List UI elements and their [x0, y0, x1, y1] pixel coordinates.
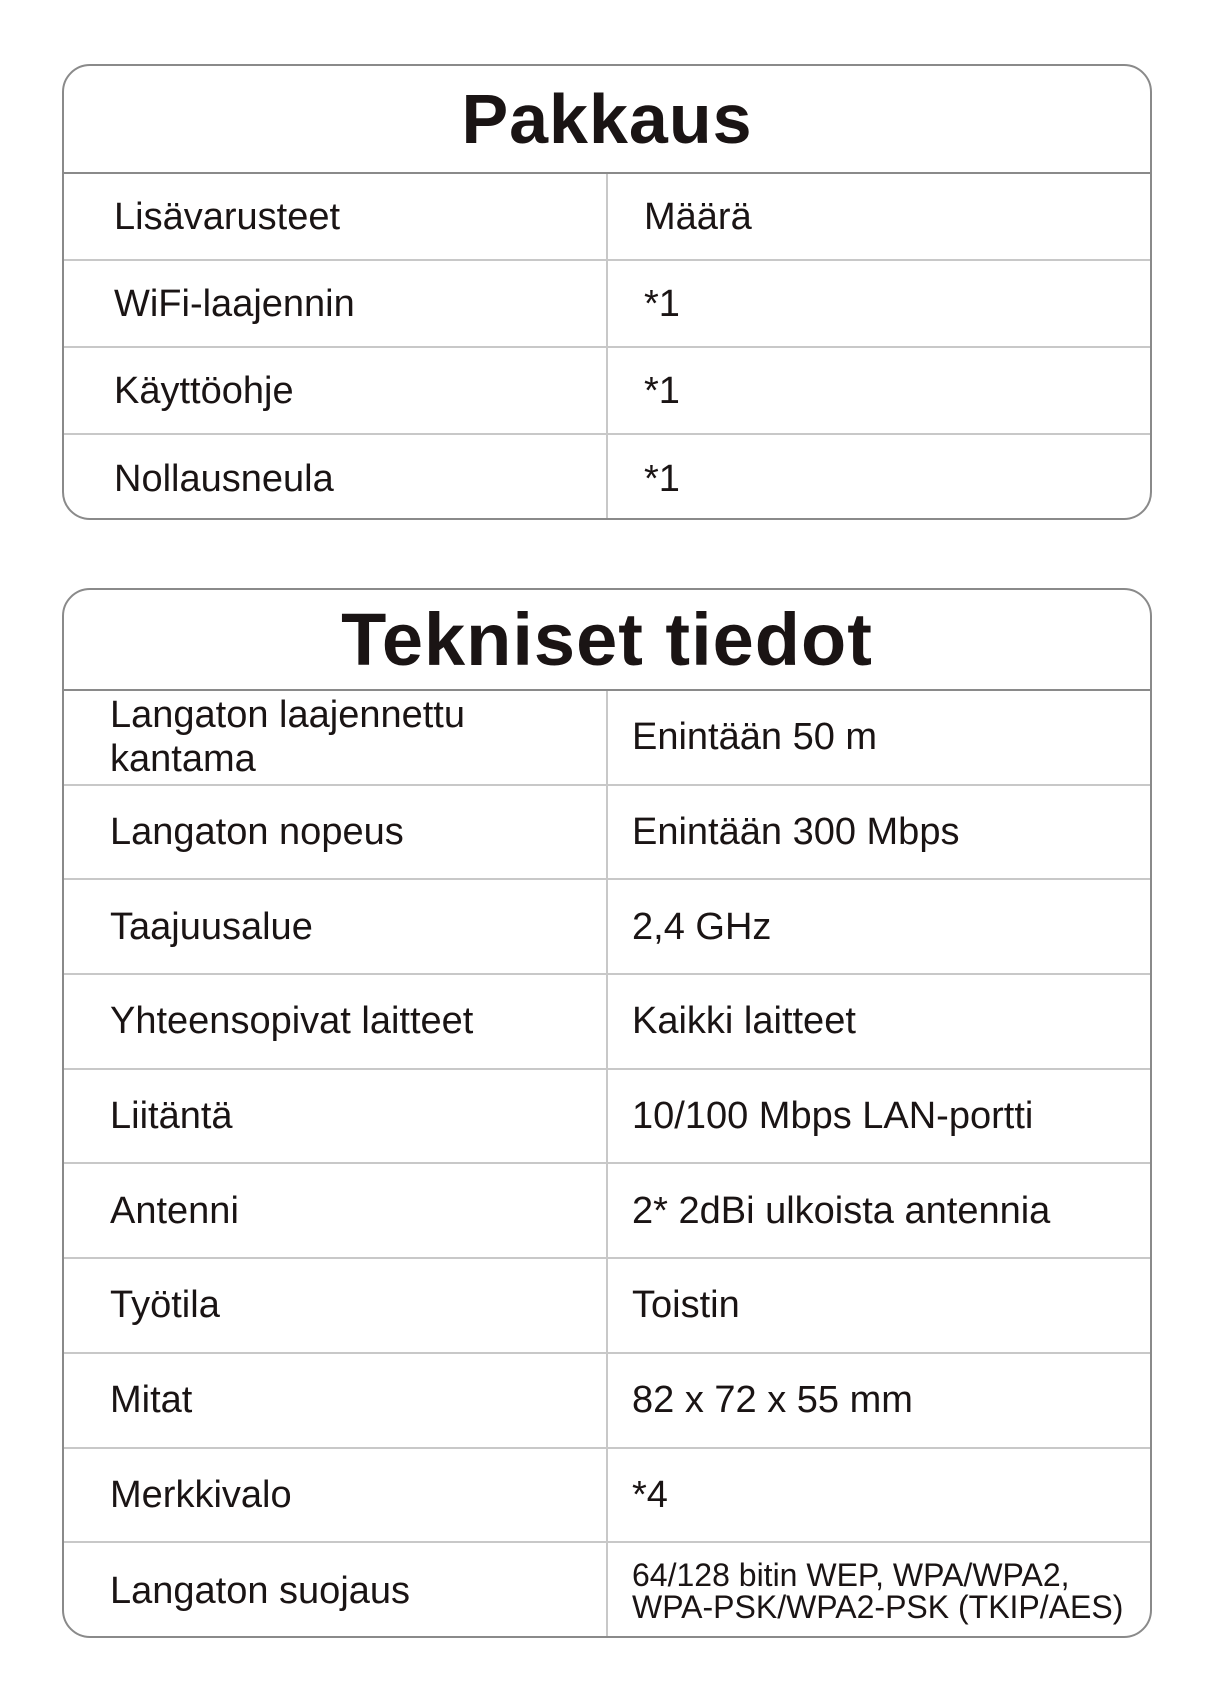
spec-value: *4	[632, 1473, 668, 1516]
spec-value: 82 x 72 x 55 mm	[632, 1379, 913, 1422]
spec-value: Enintään 50 m	[632, 716, 878, 759]
spec-value: 2* 2dBi ulkoista antennia	[632, 1189, 1051, 1232]
header-accessory: Lisävarusteet	[64, 174, 608, 259]
accessory-name: Nollausneula	[64, 435, 608, 520]
spec-value: 2,4 GHz	[632, 905, 772, 948]
spec-value: 64/128 bitin WEP, WPA/WPA2, WPA-PSK/WPA2-PSK (TKIP/AES)	[632, 1556, 1124, 1625]
header-quantity: Määrä	[644, 195, 752, 238]
table-row	[64, 1070, 1150, 1165]
spec-value: Kaikki laitteet	[632, 1000, 856, 1043]
spec-label: Liitäntä	[64, 1070, 608, 1163]
table-row	[64, 1354, 1150, 1449]
spec-label: Langaton nopeus	[64, 786, 608, 879]
table-row	[64, 1259, 1150, 1354]
accessory-quantity: *1	[644, 457, 680, 500]
table-row	[64, 261, 1150, 348]
package-title: Pakkaus	[64, 66, 1150, 174]
table-header-row	[64, 174, 1150, 261]
table-row	[64, 786, 1150, 881]
table-row	[64, 975, 1150, 1070]
spec-label: Taajuusalue	[64, 880, 608, 973]
accessory-quantity: *1	[644, 369, 680, 412]
table-row	[64, 348, 1150, 435]
spec-label: Mitat	[64, 1354, 608, 1447]
spec-label: Työtila	[64, 1259, 608, 1352]
table-row	[64, 880, 1150, 975]
spec-label: Antenni	[64, 1164, 608, 1257]
technical-specs-table	[62, 588, 1152, 1638]
table-row	[64, 1449, 1150, 1544]
spec-label: Merkkivalo	[64, 1449, 608, 1542]
package-contents-table	[62, 64, 1152, 520]
spec-label: Yhteensopivat laitteet	[64, 975, 608, 1068]
specs-title: Tekniset tiedot	[64, 590, 1150, 691]
spec-value: Enintään 300 Mbps	[632, 811, 960, 854]
spec-value: Toistin	[632, 1284, 740, 1327]
accessory-quantity: *1	[644, 282, 680, 325]
spec-label: Langaton laajennettu kantama	[64, 691, 608, 784]
spec-label: Langaton suojaus	[64, 1543, 608, 1638]
accessory-name: WiFi-laajennin	[64, 261, 608, 346]
table-row	[64, 1543, 1150, 1638]
table-row	[64, 691, 1150, 786]
accessory-name: Käyttöohje	[64, 348, 608, 433]
table-row	[64, 435, 1150, 520]
spec-value: 10/100 Mbps LAN-portti	[632, 1095, 1034, 1138]
table-row	[64, 1164, 1150, 1259]
